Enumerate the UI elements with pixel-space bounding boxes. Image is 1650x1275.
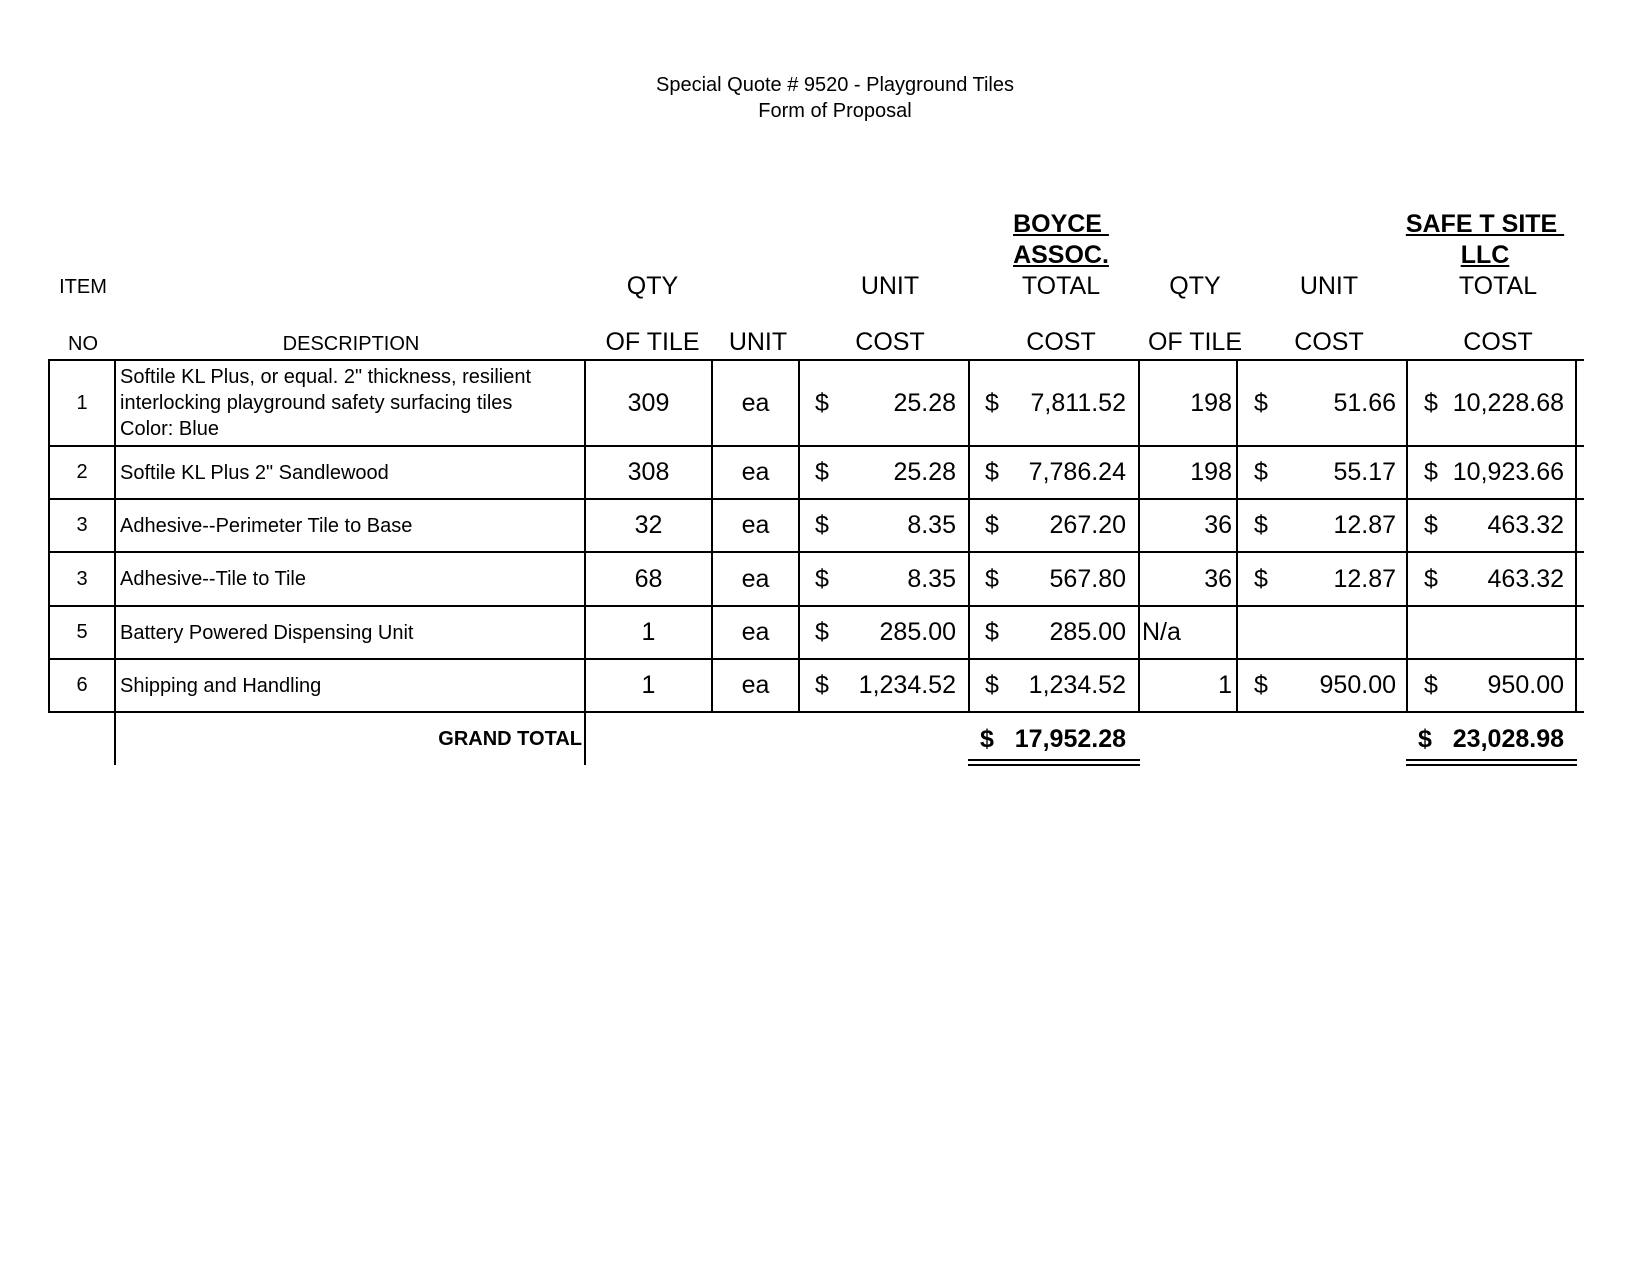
currency-symbol: $ [815, 458, 829, 486]
total-cost-safe-t-site: 950.00 [1487, 671, 1564, 699]
qty-safe-t-site: 198 [1190, 388, 1232, 417]
qty-boyce: 309 [627, 388, 670, 417]
unit-cost-boyce: 25.28 [893, 388, 956, 417]
vendor-name-boyce [976, 209, 1146, 271]
item-number: 6 [76, 674, 88, 696]
description-line: Color: Blue [120, 418, 219, 440]
description-line: interlocking playground safety surfacing tiles [120, 392, 513, 414]
grand-total-boyce: 17,952.28 [1014, 724, 1126, 753]
unit-cost-boyce: 285.00 [879, 618, 956, 646]
total-cost-safe-t-site: 10,228.68 [1452, 388, 1564, 417]
grand-total-safe-t-site: 23,028.98 [1452, 724, 1564, 753]
unit-cost-boyce: 25.28 [893, 458, 956, 486]
double-underline [1406, 764, 1577, 766]
item-number: 3 [76, 514, 88, 536]
header-qty-2: QTY [1169, 272, 1221, 300]
qty-safe-t-site: N/a [1142, 618, 1181, 646]
unit: ea [741, 511, 770, 539]
header-of-tile-1: OF TILE [605, 328, 700, 356]
header-unit-cost-1: UNIT [860, 272, 920, 300]
double-underline [968, 764, 1140, 766]
double-underline [1406, 759, 1577, 761]
item-description [120, 660, 580, 711]
column-divider [1575, 359, 1577, 713]
description-line: Adhesive--Tile to Tile [120, 568, 306, 590]
vendor-name-line: LLC [1460, 241, 1510, 269]
unit: ea [741, 388, 770, 417]
vendor-name-line: ASSOC. [1013, 241, 1109, 269]
currency-symbol: $ [985, 671, 999, 699]
currency-symbol: $ [815, 388, 829, 417]
description-line: Shipping and Handling [120, 674, 322, 697]
qty-safe-t-site: 36 [1204, 564, 1232, 593]
description-line: Adhesive--Perimeter Tile to Base [120, 514, 413, 537]
currency-symbol: $ [1424, 388, 1438, 417]
unit-cost-safe-t-site: 55.17 [1333, 458, 1396, 486]
unit-cost-boyce: 8.35 [907, 511, 956, 539]
item-description [120, 553, 580, 605]
currency-symbol: $ [1254, 388, 1268, 417]
document-subtitle: Form of Proposal [758, 100, 912, 122]
total-cost-safe-t-site: 10,923.66 [1452, 458, 1564, 486]
item-description [120, 500, 580, 551]
qty-safe-t-site: 36 [1204, 511, 1232, 539]
unit-cost-boyce: 1,234.52 [858, 671, 956, 699]
item-number: 2 [76, 461, 88, 483]
qty-safe-t-site: 1 [1218, 671, 1232, 699]
currency-symbol: $ [1424, 511, 1438, 539]
header-unit-cost-2: UNIT [1299, 272, 1359, 300]
header-total-1: TOTAL [1021, 272, 1101, 300]
currency-symbol: $ [985, 618, 999, 646]
header-qty-1: QTY [626, 272, 679, 300]
currency-symbol: $ [1254, 671, 1268, 699]
currency-symbol: $ [1424, 671, 1438, 699]
description-line: Softile KL Plus, or equal. 2" thickness, resilient [120, 366, 532, 388]
column-divider [114, 359, 116, 765]
item-description [120, 607, 580, 658]
currency-symbol: $ [815, 618, 829, 646]
header-no: NO [68, 333, 98, 355]
currency-symbol: $ [815, 511, 829, 539]
item-description [120, 447, 580, 498]
unit: ea [741, 564, 770, 593]
description-line: Battery Powered Dispensing Unit [120, 621, 414, 644]
grand-total-currency-1: $ [980, 724, 994, 753]
unit-cost-safe-t-site: 12.87 [1333, 511, 1396, 539]
grand-total-label: GRAND TOTAL [438, 727, 582, 750]
header-unit: UNIT [728, 328, 788, 356]
column-divider [1406, 359, 1408, 713]
total-cost-boyce: 267.20 [1049, 511, 1126, 539]
header-item: ITEM [59, 276, 107, 298]
column-divider [798, 359, 800, 713]
header-cost-2: COST [1294, 328, 1364, 356]
vendor-name-safe-t-site [1400, 209, 1570, 271]
total-cost-safe-t-site: 463.32 [1487, 511, 1564, 539]
item-number: 3 [76, 567, 88, 590]
header-cost-1: COST [855, 328, 925, 356]
currency-symbol: $ [1424, 458, 1438, 486]
vendor-name-line: BOYCE [1013, 210, 1109, 238]
currency-symbol: $ [985, 564, 999, 593]
total-cost-boyce: 7,811.52 [1030, 388, 1126, 417]
vendor-name-line: SAFE T SITE [1405, 210, 1565, 238]
header-total-cost-1: COST [1026, 328, 1096, 356]
currency-symbol: $ [985, 458, 999, 486]
document-title: Special Quote # 9520 - Playground Tiles [656, 74, 1014, 96]
currency-symbol: $ [815, 564, 829, 593]
total-cost-boyce: 7,786.24 [1028, 458, 1126, 486]
qty-boyce: 1 [641, 618, 656, 646]
qty-boyce: 32 [634, 511, 663, 539]
total-cost-safe-t-site: 463.32 [1487, 564, 1564, 593]
item-number: 1 [76, 391, 88, 414]
unit-cost-safe-t-site: 51.66 [1333, 388, 1396, 417]
header-total-cost-2: COST [1463, 328, 1533, 356]
unit-cost-safe-t-site: 12.87 [1333, 564, 1396, 593]
header-total-2: TOTAL [1458, 272, 1538, 300]
header-of-tile-2: OF TILE [1147, 328, 1242, 356]
currency-symbol: $ [985, 388, 999, 417]
total-cost-boyce: 285.00 [1049, 618, 1126, 646]
currency-symbol: $ [985, 511, 999, 539]
total-cost-boyce: 1,234.52 [1028, 671, 1126, 699]
header-description: DESCRIPTION [282, 333, 420, 355]
column-divider [968, 359, 970, 713]
qty-safe-t-site: 198 [1190, 458, 1232, 486]
qty-boyce: 68 [634, 564, 663, 593]
column-divider [1236, 359, 1238, 713]
item-description [120, 361, 580, 445]
unit: ea [741, 618, 770, 646]
description-line: Softile KL Plus 2" Sandlewood [120, 461, 389, 484]
currency-symbol: $ [1424, 564, 1438, 593]
unit-cost-safe-t-site: 950.00 [1319, 671, 1396, 699]
grand-total-currency-2: $ [1418, 724, 1432, 753]
currency-symbol: $ [1254, 564, 1268, 593]
currency-symbol: $ [1254, 458, 1268, 486]
currency-symbol: $ [815, 671, 829, 699]
total-cost-boyce: 567.80 [1049, 564, 1126, 593]
qty-boyce: 308 [627, 458, 670, 486]
qty-boyce: 1 [641, 671, 656, 699]
item-number: 5 [76, 621, 88, 643]
double-underline [968, 759, 1140, 761]
currency-symbol: $ [1254, 511, 1268, 539]
unit: ea [741, 458, 770, 486]
unit: ea [741, 671, 770, 699]
unit-cost-boyce: 8.35 [907, 564, 956, 593]
